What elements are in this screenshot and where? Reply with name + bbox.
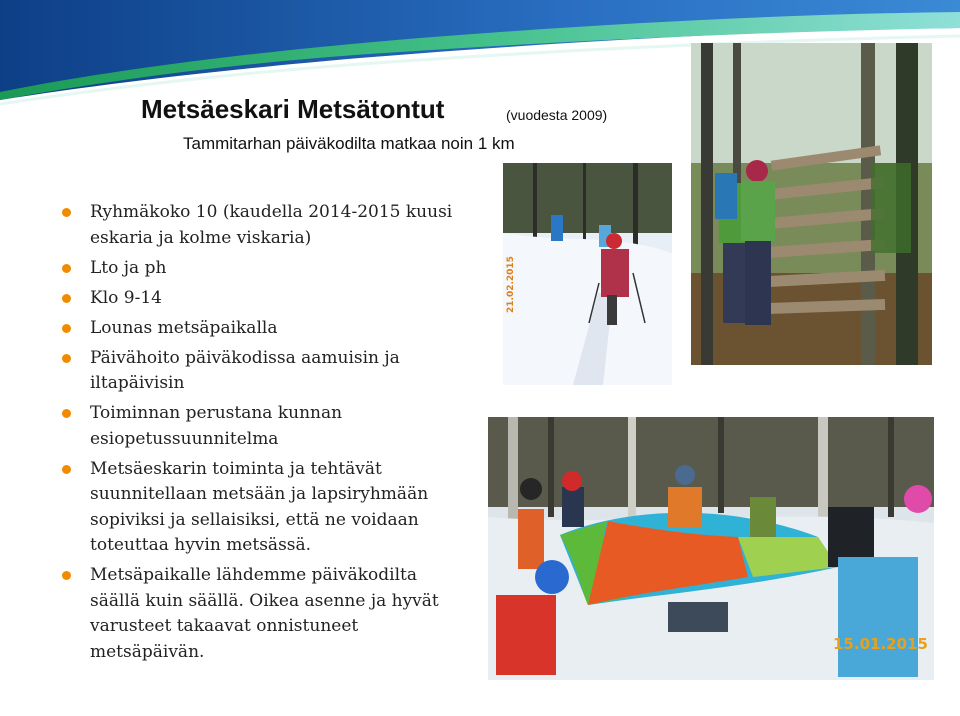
ski-photo-date-stamp: 21.02.2015	[506, 256, 516, 313]
bullet-list	[62, 200, 462, 670]
parachute-photo-date-stamp: 15.01.2015	[833, 635, 928, 653]
bullet-item: Toiminnan perustana kunnan esiopetussuunnitelma	[62, 401, 462, 452]
bullet-item: Metsäeskarin toiminta ja tehtävät suunnitellaan metsään ja lapsiryhmään sopiviksi ja sellaisiksi, että ne voidaan toteuttaa hyvin metsässä.	[62, 457, 462, 559]
parachute-photo	[488, 417, 934, 680]
woodpile-photo	[691, 43, 932, 365]
slide-title: Metsäeskari Metsätontut	[141, 94, 445, 124]
bullet-item: Päivähoito päiväkodissa aamuisin ja iltapäivisin	[62, 346, 462, 397]
slide-subtitle: Tammitarhan päiväkodilta matkaa noin 1 km	[183, 134, 515, 153]
skiing-photo	[503, 163, 672, 385]
bullet-item: Klo 9-14	[62, 286, 462, 312]
title-note: (vuodesta 2009)	[506, 107, 608, 123]
bullet-item: Metsäpaikalle lähdemme päiväkodilta säällä kuin säällä. Oikea asenne ja hyvät varusteet takaavat onnistuneet metsäpäivän.	[62, 563, 462, 665]
bullet-item: Ryhmäkoko 10 (kaudella 2014-2015 kuusi eskaria ja kolme viskaria)	[62, 200, 462, 251]
bullet-item: Lounas metsäpaikalla	[62, 316, 462, 342]
bullet-item: Lto ja ph	[62, 256, 462, 282]
